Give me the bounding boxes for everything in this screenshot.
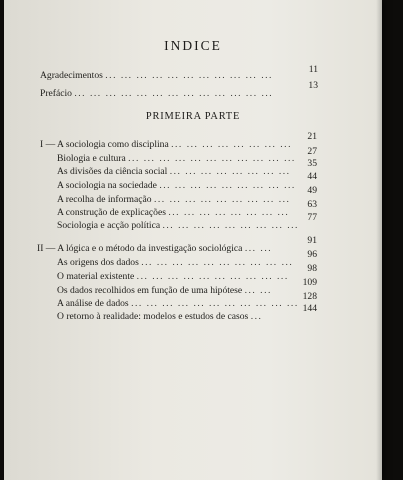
toc-entry-label: Biologia e cultura — [57, 153, 126, 164]
toc-leader-dots: ... ... ... ... ... ... ... ... ... ... — [136, 271, 289, 282]
toc-entry-label: II — A lógica e o método da investigação sociológica — [37, 243, 243, 254]
toc-page-number: 35 — [307, 158, 317, 169]
toc-entry — [57, 166, 291, 177]
toc-entry-label: O material existente — [57, 271, 135, 282]
toc-entry-label: Sociologia e acção política — [57, 220, 161, 231]
toc-leader-dots: ... ... — [244, 243, 273, 254]
toc-page-number: 27 — [307, 146, 317, 157]
toc-leader-dots: ... ... ... ... ... ... ... ... ... ... ... — [131, 298, 299, 309]
toc-entry — [57, 257, 293, 268]
toc-entry-label: I — A sociologia como disciplina — [40, 139, 169, 150]
toc-entry-label: As divisões da ciência social — [57, 166, 168, 177]
toc-entry-label: A construção de explicações — [57, 207, 166, 218]
toc-leader-dots: ... ... ... ... ... ... ... ... ... ... ... — [105, 70, 273, 81]
toc-leader-dots: ... ... ... ... ... ... ... ... ... ... ... ... ... — [74, 88, 274, 99]
toc-entry-label: Os dados recolhidos em função de uma hipótese — [57, 285, 243, 296]
toc-leader-dots: ... — [250, 311, 263, 322]
toc-entry-label: A recolha de informação — [57, 194, 152, 205]
toc-entry-label: A sociologia na sociedade — [57, 180, 157, 191]
toc-page-number: 128 — [302, 291, 317, 302]
toc-page-number: 21 — [307, 131, 317, 142]
toc-page-number: 44 — [307, 171, 317, 182]
toc-page-number: 109 — [302, 277, 317, 288]
toc-page-number: 96 — [307, 249, 317, 260]
toc-entry — [40, 70, 273, 81]
toc-page-number: 98 — [307, 263, 317, 274]
part-heading: PRIMEIRA PARTE — [145, 111, 241, 122]
toc-entry-label: O retorno à realidade: modelos e estudos de casos — [57, 311, 249, 322]
toc-leader-dots: ... ... ... ... ... ... ... ... ... — [153, 194, 291, 205]
toc-chapter-entry — [37, 243, 272, 254]
toc-entry — [57, 153, 296, 164]
toc-entry-label: Agradecimentos — [40, 70, 103, 81]
toc-page-number: 63 — [307, 199, 317, 210]
toc-leader-dots: ... ... ... ... ... ... ... ... — [169, 166, 291, 177]
toc-entry — [57, 285, 272, 296]
toc-entry — [57, 220, 299, 231]
toc-entry-label: A análise de dados — [57, 298, 129, 309]
toc-entry-label: As origens dos dados — [57, 257, 139, 268]
toc-entry-label: Prefácio — [40, 88, 72, 99]
toc-page-number: 11 — [308, 64, 318, 75]
toc-entry — [57, 194, 290, 205]
toc-page-number: 13 — [308, 80, 318, 91]
toc-leader-dots: ... ... ... ... ... ... ... ... ... — [162, 220, 299, 231]
toc-entry — [57, 298, 299, 309]
book-page — [4, 0, 382, 480]
toc-page-number: 144 — [302, 303, 317, 314]
toc-page-number: 91 — [307, 235, 317, 246]
toc-leader-dots: ... ... ... ... ... ... ... ... — [171, 139, 292, 150]
toc-leader-dots: ... ... ... ... ... ... ... ... ... — [159, 180, 296, 191]
toc-leader-dots: ... ... ... ... ... ... ... ... — [168, 207, 290, 218]
toc-leader-dots: ... ... — [244, 285, 272, 296]
toc-leader-dots: ... ... ... ... ... ... ... ... ... ... ... — [128, 153, 296, 164]
toc-entry — [57, 180, 296, 191]
toc-entry — [57, 207, 289, 218]
page-title: INDICE — [164, 38, 222, 53]
toc-page-number: 77 — [307, 212, 317, 223]
toc-entry — [57, 271, 289, 282]
toc-entry — [40, 88, 273, 99]
toc-page-number: 49 — [307, 185, 317, 196]
toc-entry — [57, 311, 262, 322]
toc-chapter-entry — [40, 139, 292, 150]
toc-leader-dots: ... ... ... ... ... ... ... ... ... ... — [141, 257, 294, 268]
